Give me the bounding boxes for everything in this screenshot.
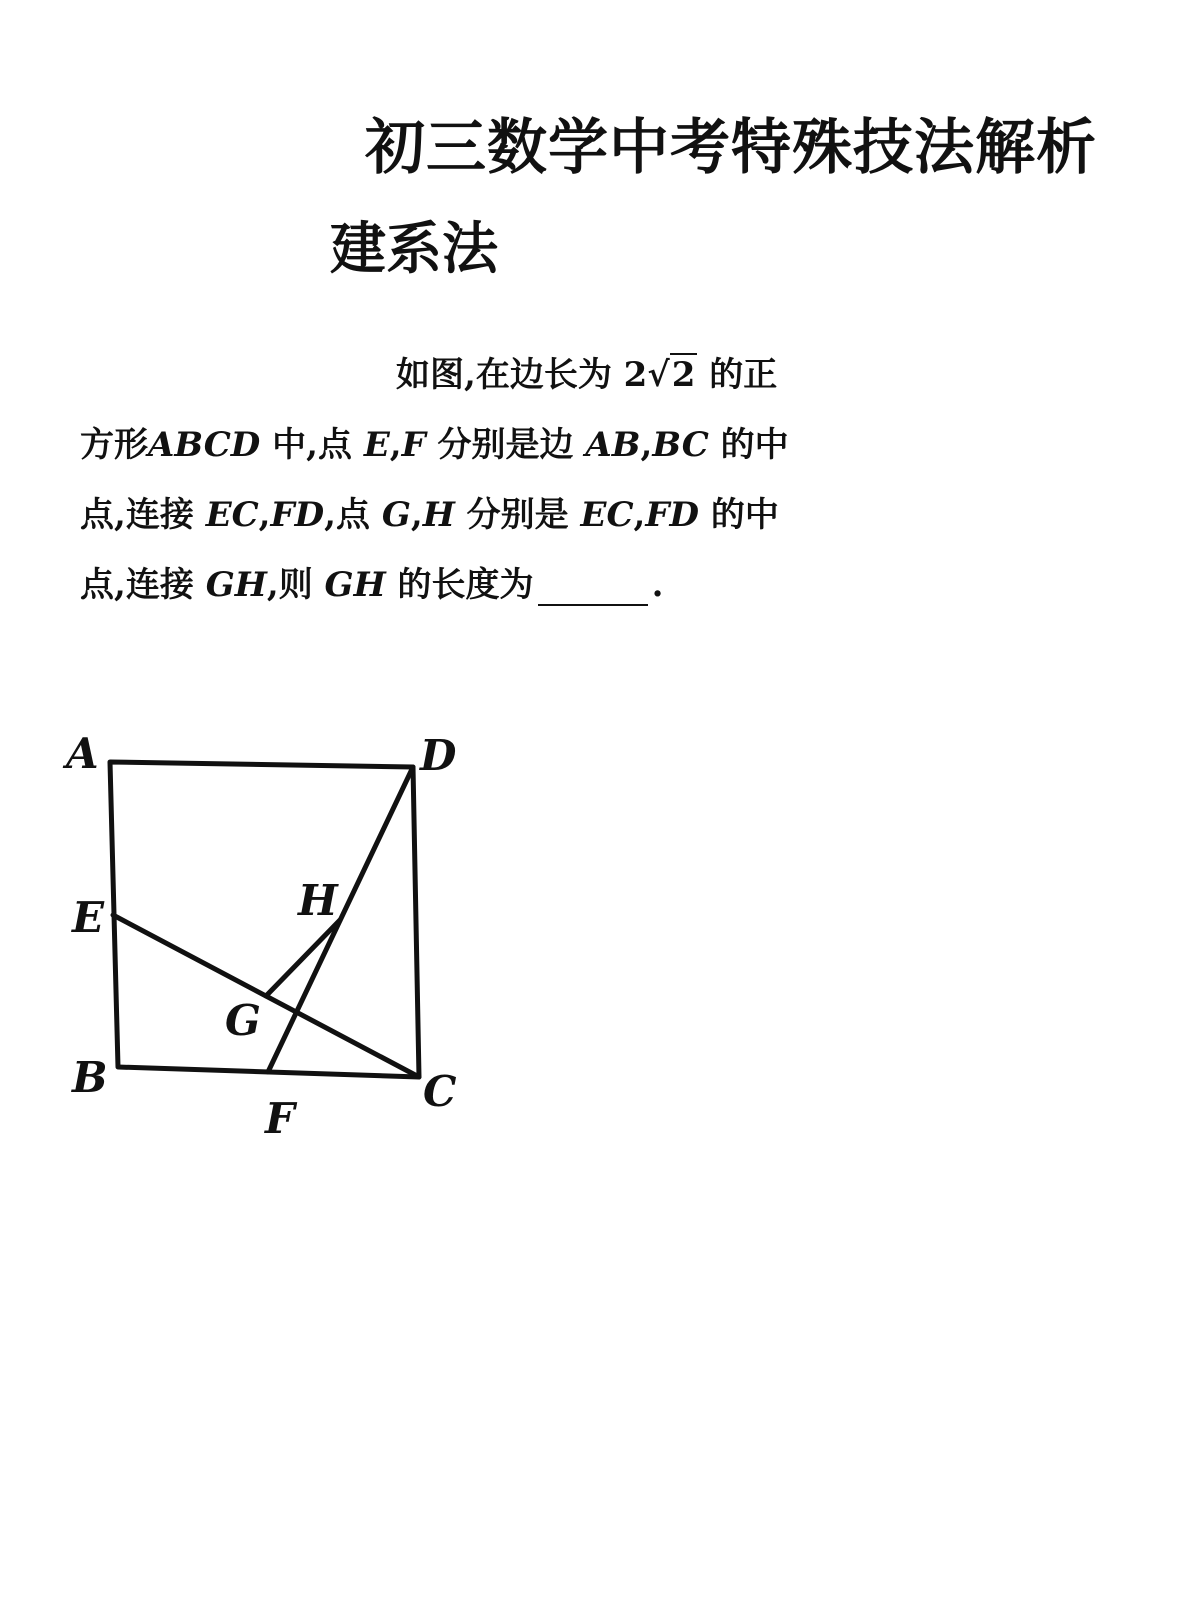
radicand: 2 bbox=[671, 355, 696, 395]
label-c: C bbox=[423, 1067, 457, 1116]
math-symbol: F bbox=[401, 425, 426, 465]
text-segment: 的长度为 bbox=[385, 565, 534, 605]
math-symbol: GH bbox=[205, 565, 267, 605]
math-symbol: ABCD bbox=[148, 425, 261, 465]
label-a: A bbox=[66, 729, 99, 778]
label-d: D bbox=[420, 731, 457, 780]
math-symbol: FD bbox=[645, 495, 699, 535]
text-segment: 如图,在边长为 2 bbox=[396, 355, 648, 395]
math-symbol: GH bbox=[324, 565, 386, 605]
math-symbol: E bbox=[363, 425, 390, 465]
math-symbol: BC bbox=[652, 425, 709, 465]
math-symbol: EC bbox=[205, 495, 259, 535]
text-segment: ,则 bbox=[266, 565, 325, 605]
text-segment: 中,点 bbox=[260, 425, 364, 465]
text-segment: 的正 bbox=[697, 355, 778, 395]
text-segment: 点,连接 bbox=[80, 495, 206, 535]
math-symbol: EC bbox=[580, 495, 634, 535]
page-title: 初三数学中考特殊技法解析 bbox=[365, 113, 1097, 183]
text-segment: , bbox=[389, 425, 402, 465]
text-segment: 的中 bbox=[698, 495, 779, 535]
section-subtitle: 建系法 bbox=[330, 217, 498, 282]
radical-sign: √ bbox=[647, 355, 670, 395]
math-symbol: AB bbox=[585, 425, 641, 465]
square-abcd bbox=[110, 762, 419, 1077]
label-g: G bbox=[225, 996, 261, 1045]
text-segment: 分别是 bbox=[454, 495, 581, 535]
math-symbol: FD bbox=[270, 495, 325, 535]
text-segment: , bbox=[258, 495, 271, 535]
label-f: F bbox=[265, 1094, 295, 1143]
text-segment: 方形 bbox=[80, 425, 148, 465]
label-h: H bbox=[298, 876, 338, 925]
text-segment: , bbox=[640, 425, 653, 465]
text-segment: , bbox=[633, 495, 646, 535]
text-segment: ,点 bbox=[324, 495, 382, 535]
text-segment: 点,连接 bbox=[80, 565, 206, 605]
text-segment: . bbox=[651, 565, 664, 605]
segment-gh bbox=[266, 920, 340, 996]
text-segment: , bbox=[410, 495, 423, 535]
text-segment: 分别是边 bbox=[425, 425, 586, 465]
label-b: B bbox=[72, 1053, 108, 1102]
math-symbol: G bbox=[381, 495, 411, 535]
math-symbol: H bbox=[422, 495, 455, 535]
label-e: E bbox=[72, 893, 105, 942]
text-segment: 的中 bbox=[708, 425, 789, 465]
